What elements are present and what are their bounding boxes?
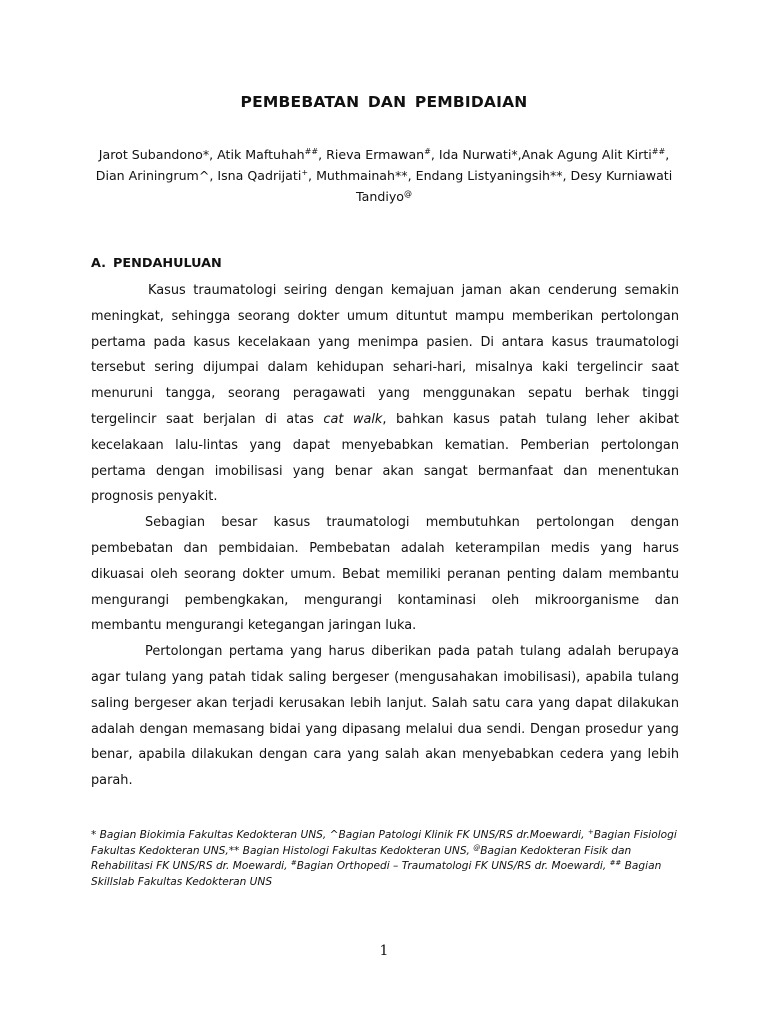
section-heading: [91, 256, 222, 271]
paragraph-text: Kasus traumatologi seiring dengan kemajuan jaman akan cenderung semakin meningkat, sehingga seorang dokter umum dituntut mampu memberikan pertolongan pertama pada kasus kecelakaan yang menimpa pasien. Di antara kasus traumatologi tersebut sering dijumpai dalam kehidupan sehari-hari, misalnya kaki tergelincir saat menuruni tangga, seorang peragawati yang menggunakan sepatu berhak tinggi tergelincir saat berjalan di atas: [91, 283, 679, 427]
author-name: Atik Maftuhah: [217, 147, 305, 162]
document-title: PEMBEBATAN DAN PEMBIDAIAN: [240, 93, 528, 111]
paragraph: Sebagian besar kasus traumatologi membutuhkan pertolongan dengan pembebatan dan pembidaian. Pembebatan adalah keterampilan medis yang harus dikuasai oleh seorang dokter umum. Bebat memiliki peranan penting dalam membantu mengurangi pembengkakan, mengurangi kontaminasi oleh mikroorganisme dan membantu mengurangi ketegangan jaringan luka.: [91, 515, 679, 634]
footnote-text: Bagian Orthopedi – Traumatologi FK UNS/RS dr. Moewardi,: [296, 860, 610, 873]
footnote-text: Bagian Biokimia Fakultas Kedokteran UNS,: [96, 829, 330, 841]
author-affiliation-mark: ##: [651, 147, 666, 156]
author-name: Endang Listyaningsih: [415, 168, 550, 183]
author-list: Jarot Subandono*, Atik Maftuhah##, Rieva Ermawan#, Ida Nurwati*,Anak Agung Alit Kirti##, Dian Ariningrum^, Isna Qadrijati+, Muthmainah**, Endang Listyaningsih**, Desy Kurniawati Tandiyo@: [95, 147, 673, 204]
author-name: Isna Qadrijati: [217, 168, 302, 183]
footnote-mark: ^: [329, 829, 339, 841]
affiliation-footnote: [91, 828, 689, 891]
footnote-text: Bagian Fisiologi Fakultas Kedokteran UNS,: [91, 829, 677, 857]
footnote-mark: @: [473, 843, 481, 852]
section-number: A.: [91, 256, 107, 271]
paragraph: Pertolongan pertama yang harus diberikan pada patah tulang adalah berupaya agar tulang yang patah tidak saling bergeser (mengusahakan imobilisasi), apabila tulang saling bergeser akan terjadi kerusakan lebih lanjut. Salah satu cara yang dapat dilakukan adalah dengan memasang bidai yang dipasang melalui dua sendi. Dengan prosedur yang benar, apabila dilakukan dengan cara yang salah akan menyebabkan cedera yang lebih parah.: [91, 644, 679, 789]
author-affiliation-mark: +: [301, 168, 309, 177]
author-affiliation-mark: **: [549, 168, 563, 183]
footnote-mark: **: [228, 844, 240, 857]
author-name: Rieva Ermawan: [326, 147, 425, 162]
author-affiliation-mark: *: [511, 147, 518, 162]
page-number: 1: [379, 943, 389, 959]
paragraph: [91, 278, 679, 510]
footnote-text: Bagian Kedokteran Fisik dan Rehabilitasi FK UNS/RS dr. Moewardi,: [91, 844, 632, 873]
author-affiliation-mark: **: [395, 168, 408, 183]
author-name: Jarot Subandono: [98, 147, 203, 162]
author-name: Ida Nurwati: [438, 147, 512, 162]
author-name: Desy Kurniawati Tandiyo: [356, 168, 673, 204]
section-title: PENDAHULUAN: [113, 256, 222, 271]
footnote-text: Bagian Patologi Klinik FK UNS/RS dr.Moewardi,: [338, 829, 588, 841]
author-name: Muthmainah: [316, 168, 395, 183]
footnote-mark: *: [91, 829, 97, 841]
author-affiliation-mark: ##: [304, 147, 319, 156]
body-text: [91, 278, 679, 794]
emphasized-term: cat walk: [323, 411, 383, 427]
paragraph-text: , bahkan kasus patah tulang leher akibat kecelakaan lalu-lintas yang dapat menyebabkan kematian. Pemberian pertolongan pertama dengan imobilisasi yang benar akan sangat bermanfaat dan menentukan prognosis penyakit.: [91, 411, 679, 505]
footnote-mark: #: [290, 859, 297, 868]
author-affiliation-mark: #: [424, 147, 431, 156]
author-affiliation-mark: *: [202, 147, 210, 162]
author-affiliation-mark: ^: [198, 168, 210, 183]
footnote-text: Bagian Histologi Fakultas Kedokteran UNS,: [239, 844, 474, 857]
author-name: Dian Ariningrum: [95, 168, 199, 183]
author-affiliation-mark: @: [403, 189, 412, 198]
author-name: Anak Agung Alit Kirti: [521, 147, 652, 162]
footnote-text: Bagian Skillslab Fakultas Kedokteran UNS: [91, 860, 662, 889]
footnote-mark: ##: [609, 859, 622, 868]
footnote-mark: +: [587, 828, 594, 836]
